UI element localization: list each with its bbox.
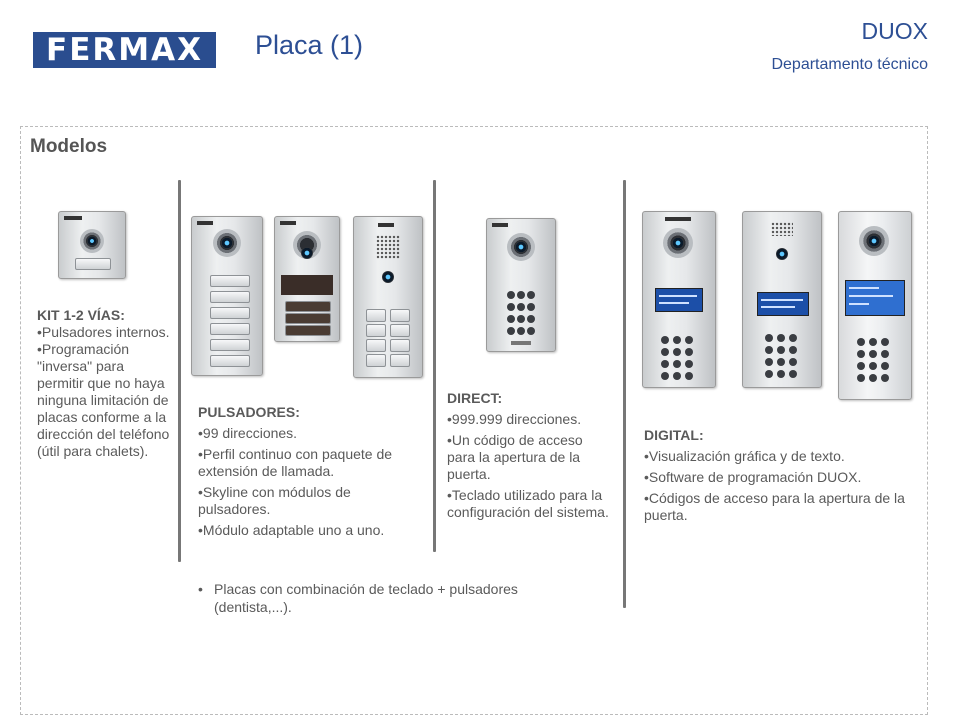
direct-line: •Un código de acceso para la apertura de la puerta. — [447, 432, 583, 482]
digital-panel-2-image — [742, 211, 822, 388]
pulsadores-panel-1-image — [191, 216, 263, 376]
department-label: Departamento técnico — [771, 56, 928, 73]
section-title: Modelos — [30, 136, 108, 157]
digital-panel-1-image — [642, 211, 716, 388]
direct-line: •Teclado utilizado para la configuración del sistema. — [447, 487, 609, 520]
pulsadores-panel-3-image — [353, 216, 423, 378]
digital-line: •Códigos de acceso para la apertura de la puerta. — [644, 490, 905, 523]
pulsadores-line: •99 direcciones. — [198, 425, 298, 441]
pulsadores-line: •Perfil continuo con paquete de extensión de llamada. — [198, 446, 393, 479]
kit-line: •Programación "inversa" para permitir que no haya ninguna limitación de placas conforme a la dirección del teléfono (útil para chalets). — [37, 341, 170, 459]
kit-description — [37, 307, 173, 460]
digital-line: •Software de programación DUOX. — [644, 469, 862, 485]
divider-3 — [623, 180, 626, 608]
digital-line: •Visualización gráfica y de texto. — [644, 448, 845, 464]
pulsadores-heading: PULSADORES: — [198, 404, 300, 420]
divider-2 — [433, 180, 436, 552]
direct-panel-image — [486, 218, 556, 352]
brand-label: DUOX — [861, 18, 928, 44]
digital-heading: DIGITAL: — [644, 427, 704, 443]
pulsadores-line: •Módulo adaptable uno a uno. — [198, 522, 385, 538]
digital-description — [644, 427, 928, 528]
logo-text: FERMAX — [46, 31, 203, 68]
combination-note — [198, 580, 578, 616]
direct-description — [447, 390, 612, 525]
direct-line: •999.999 direcciones. — [447, 411, 582, 427]
divider-1 — [178, 180, 181, 562]
digital-panel-3-image — [838, 211, 912, 400]
kit-panel-image — [58, 211, 126, 279]
pulsadores-line: •Skyline con módulos de pulsadores. — [198, 484, 351, 517]
kit-line: •Pulsadores internos. — [37, 324, 170, 340]
kit-heading: KIT 1-2 VÍAS: — [37, 307, 125, 323]
fermax-logo — [33, 32, 216, 68]
pulsadores-description — [198, 404, 422, 543]
page-title: Placa (1) — [255, 30, 364, 60]
direct-heading: DIRECT: — [447, 390, 503, 406]
note-bullet: • — [198, 581, 203, 597]
pulsadores-panel-2-image — [274, 216, 340, 342]
note-text: Placas con combinación de teclado + pulsadores (dentista,...). — [214, 581, 518, 615]
